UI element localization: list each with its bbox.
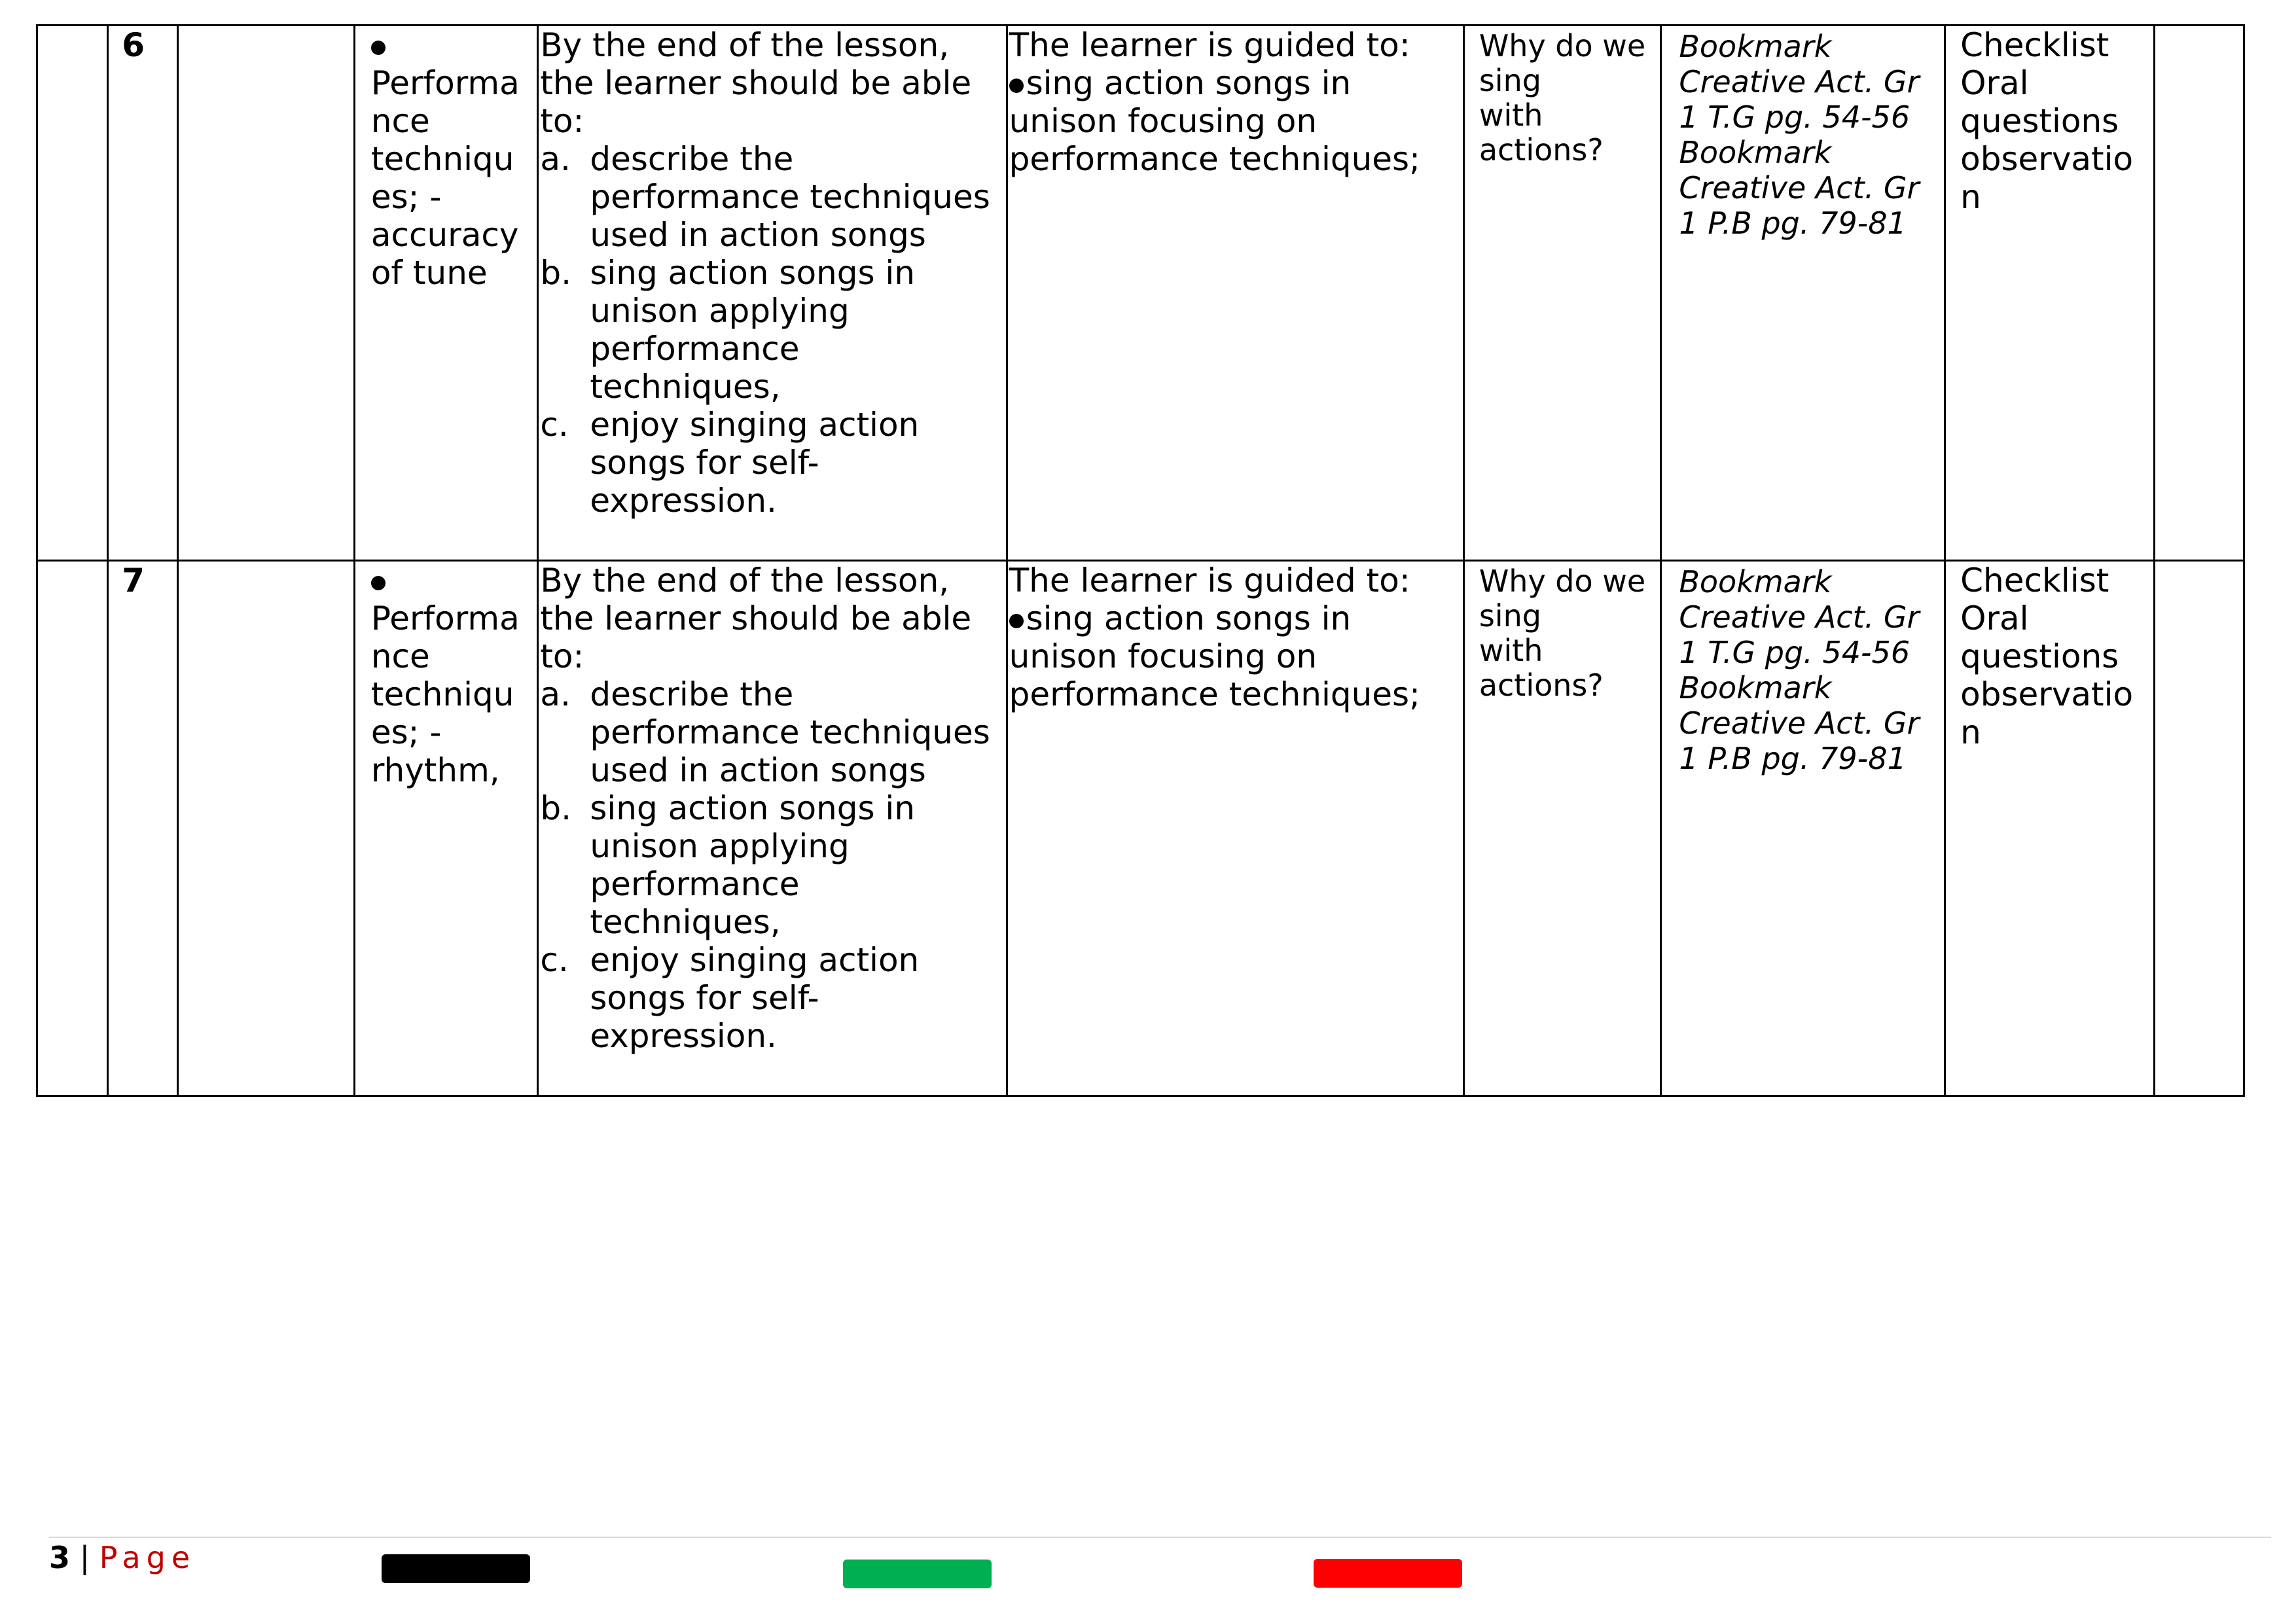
experience-line: unison focusing on [1009, 637, 1318, 675]
sub-strand-line: techniqu [370, 675, 514, 713]
resource-line: 1 T.G pg. 54-56 [1679, 635, 1910, 670]
assessment-line: Oral [1960, 64, 2029, 102]
sub-strand-line: nce [370, 637, 430, 675]
outcomes-intro-line: to: [540, 637, 584, 675]
resource-line: Creative Act. Gr [1679, 64, 1920, 99]
outcome-line: songs for self- [590, 444, 819, 482]
experience-line: unison focusing on [1009, 102, 1318, 140]
bullet-icon [1009, 79, 1024, 93]
outcome-line: techniques, [590, 903, 781, 941]
assessment-line: questions [1960, 102, 2119, 140]
outcome-line: unison applying [590, 292, 850, 330]
experiences-intro: The learner is guided to: [1009, 562, 1410, 599]
assessment-line: Checklist [1960, 26, 2109, 64]
week-cell [37, 561, 108, 1096]
sub-strand-line: rhythm, [370, 751, 500, 789]
table-row [37, 561, 2244, 1096]
outcomes-intro-line: the learner should be able [540, 599, 972, 637]
key-inquiry-line: actions? [1479, 132, 1604, 168]
outcomes-intro-line: By the end of the lesson, [540, 562, 950, 599]
sub-strand-cell [354, 26, 537, 561]
learning-resources-cell [1661, 26, 1945, 561]
scheme-of-work-table [36, 24, 2245, 1097]
key-inquiry-line: sing [1479, 598, 1541, 633]
bullet-dot [371, 576, 386, 590]
page-separator: | [70, 1540, 99, 1575]
outcome-text [590, 941, 1005, 1055]
outcome-line: performance [590, 865, 800, 903]
resource-line: Bookmark [1679, 670, 1832, 705]
assessment-line: n [1960, 178, 1981, 216]
sub-strand-line: es; - [370, 178, 442, 216]
bullet-dot [371, 41, 386, 55]
key-inquiry-line: sing [1479, 63, 1541, 98]
experience-bullet-line [1009, 64, 1463, 102]
key-inquiry-question-cell [1463, 26, 1661, 561]
outcome-marker: b. [540, 789, 571, 827]
outcome-text [590, 675, 1005, 789]
outcome-item [540, 140, 1005, 254]
learning-outcomes-cell [538, 561, 1007, 1096]
assessment-line: Checklist [1960, 562, 2109, 599]
outcomes-intro-line: the learner should be able [540, 64, 972, 102]
outcome-item [540, 675, 1005, 789]
resource-line: Bookmark [1679, 564, 1832, 599]
outcomes-intro-line: to: [540, 102, 584, 140]
learning-experiences-cell [1007, 561, 1463, 1096]
strand-cell [178, 561, 354, 1096]
learning-resources-cell [1661, 561, 1945, 1096]
sub-strand-line: Performa [370, 64, 520, 102]
outcomes-list [540, 675, 1005, 1055]
resource-line: 1 P.B pg. 79-81 [1679, 205, 1907, 241]
lesson-number-cell: 7 [108, 561, 178, 1096]
outcome-line: songs for self- [590, 979, 819, 1017]
outcome-line: enjoy singing action [590, 941, 920, 979]
experience-line: sing action songs in [1026, 599, 1352, 637]
remarks-cell [2154, 561, 2244, 1096]
outcome-text [590, 254, 1005, 406]
outcome-line: describe the [590, 675, 794, 713]
outcome-marker: a. [540, 140, 571, 178]
outcome-marker: c. [540, 941, 569, 979]
outcome-line: unison applying [590, 827, 850, 865]
experience-line: sing action songs in [1026, 64, 1352, 102]
table-row [37, 26, 2244, 561]
outcome-item [540, 406, 1005, 520]
outcome-item [540, 941, 1005, 1055]
table-body [37, 26, 2244, 1096]
resource-line: Creative Act. Gr [1679, 599, 1920, 635]
outcome-line: sing action songs in [590, 789, 915, 827]
footer-divider [49, 1537, 2271, 1538]
key-inquiry-line: with [1479, 98, 1543, 133]
lesson-number-cell: 6 [108, 26, 178, 561]
red-color-bar [1314, 1559, 1462, 1588]
page-word: Page [99, 1540, 196, 1575]
sub-strand-line: accuracy [370, 216, 519, 254]
outcome-line: sing action songs in [590, 254, 915, 292]
outcome-line: expression. [590, 1017, 777, 1055]
bullet-icon [1009, 614, 1024, 628]
outcomes-intro-line: By the end of the lesson, [540, 26, 950, 64]
experience-line: performance techniques; [1009, 675, 1420, 713]
key-inquiry-line: Why do we [1479, 28, 1646, 63]
sub-strand-line: es; - [370, 713, 442, 751]
experiences-intro: The learner is guided to: [1009, 26, 1410, 64]
resource-line: Creative Act. Gr [1679, 170, 1920, 205]
assessment-line: observatio [1960, 675, 2134, 713]
page-footer [49, 1539, 196, 1576]
outcome-marker: a. [540, 675, 571, 713]
outcome-text [590, 789, 1005, 941]
page-number: 3 [49, 1540, 71, 1575]
outcome-line: performance techniques [590, 713, 990, 751]
resource-line: Bookmark [1679, 135, 1832, 170]
resource-line: 1 P.B pg. 79-81 [1679, 741, 1907, 776]
bullet-icon [371, 562, 530, 599]
key-inquiry-line: with [1479, 633, 1543, 668]
outcome-item [540, 254, 1005, 406]
experience-bullet-line [1009, 599, 1463, 637]
remarks-cell [2154, 26, 2244, 561]
learning-outcomes-cell [538, 26, 1007, 561]
outcome-line: used in action songs [590, 216, 926, 254]
sub-strand-line: of tune [370, 254, 488, 292]
outcome-line: techniques, [590, 368, 781, 406]
sub-strand-line: nce [370, 102, 430, 140]
outcome-marker: b. [540, 254, 571, 292]
key-inquiry-line: Why do we [1479, 563, 1646, 599]
black-color-bar [382, 1554, 530, 1583]
strand-cell [178, 26, 354, 561]
sub-strand-line: techniqu [370, 140, 514, 178]
experience-line: performance techniques; [1009, 140, 1420, 178]
assessment-line: observatio [1960, 140, 2134, 178]
resource-line: Creative Act. Gr [1679, 705, 1920, 741]
assessment-line: questions [1960, 637, 2119, 675]
sub-strand-cell [354, 561, 537, 1096]
outcome-line: expression. [590, 482, 777, 520]
outcome-line: performance [590, 330, 800, 368]
sub-strand-line: Performa [370, 599, 520, 637]
outcome-line: enjoy singing action [590, 406, 920, 444]
outcome-line: performance techniques [590, 178, 990, 216]
green-color-bar [843, 1560, 992, 1588]
outcome-line: used in action songs [590, 751, 926, 789]
key-inquiry-question-cell [1463, 561, 1661, 1096]
assessment-cell [1945, 26, 2155, 561]
outcome-item [540, 789, 1005, 941]
assessment-line: n [1960, 713, 1981, 751]
bullet-icon [371, 26, 530, 64]
outcome-marker: c. [540, 406, 569, 444]
outcomes-list [540, 140, 1005, 520]
resource-line: 1 T.G pg. 54-56 [1679, 99, 1910, 135]
week-cell [37, 26, 108, 561]
outcome-line: describe the [590, 140, 794, 178]
assessment-line: Oral [1960, 599, 2029, 637]
key-inquiry-line: actions? [1479, 668, 1604, 703]
resource-line: Bookmark [1679, 29, 1832, 64]
learning-experiences-cell [1007, 26, 1463, 561]
assessment-cell [1945, 561, 2155, 1096]
outcome-text [590, 140, 1005, 254]
outcome-text [590, 406, 1005, 520]
